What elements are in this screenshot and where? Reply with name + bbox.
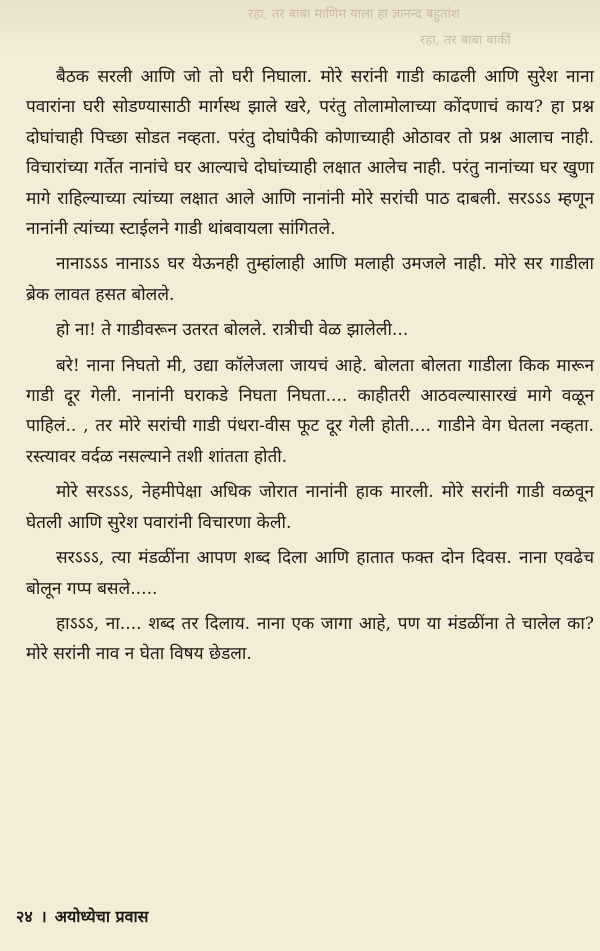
show-through-line: रहा, तर बाबा बाकीं bbox=[420, 33, 511, 48]
footer-separator: । bbox=[40, 907, 47, 926]
page-body bbox=[26, 62, 594, 675]
show-through-line: रहा, तर बाबा माणिम याला हा ज्ञानन्द बहुतांश bbox=[248, 7, 460, 22]
paragraph: हो ना! ते गाडीवरून उतरत बोलले. रात्रीची वेळ झालेली... bbox=[56, 320, 409, 341]
paragraph: बरे! नाना निघतो मी, उद्या कॉलेजला जायचं आहे. बोलता बोलता गाडीला किक मारून गाडी दूर गेली. नानांनी घराकडे निघता निघता.... काहीतरी आठवल्यासारखं मागे वळून पाहिलं.. , तर मोरे सरांची गाडी पंधरा-वीस फूट दूर गेली होती.... गाडीने वेग घेतला नव्हता. रस्त्यावर वर्दळ नसल्याने तशी शांतता होती. bbox=[26, 355, 594, 467]
book-title: अयोध्येचा प्रवास bbox=[54, 907, 149, 926]
page-footer bbox=[16, 905, 149, 927]
page-number: २४ bbox=[16, 907, 33, 926]
show-through-text-area bbox=[0, 0, 600, 56]
paragraph: हाऽऽऽ, ना.... शब्द तर दिलाय. नाना एक जागा आहे, पण या मंडळींना ते चालेल का? मोरे सरांनी नाव न घेता विषय छेडला. bbox=[26, 613, 594, 665]
paragraph: बैठक सरली आणि जो तो घरी निघाला. मोरे सरांनी गाडी काढली आणि सुरेश नाना पवारांना घरी सोडण्यासाठी मार्गस्थ झाले खरे, परंतु तोलामोलाच्या कोंदणाचं काय? हा प्रश्न दोघांचाही पिच्छा सोडत नव्हता. परंतु दोघांपैकी कोणाच्याही ओठावर तो प्रश्न आलाच नाही. विचारांच्या गर्तेत नानांचे घर आल्याचे दोघांच्याही लक्षात आलेच नाही. परंतु नानांच्या घर खुणा मागे राहिल्याच्या त्यांच्या लक्षात आले आणि नानांनी मोरे सरांची पाठ दाबली. सरऽऽऽ म्हणून नानांनी त्यांच्या स्टाईलने गाडी थांबवायला सांगितले. bbox=[26, 67, 594, 240]
paragraph: मोरे सरऽऽऽ, नेहमीपेक्षा अधिक जोरात नानांनी हाक मारली. मोरे सरांनी गाडी वळवून घेतली आणि सुरेश पवारांनी विचारणा केली. bbox=[26, 482, 594, 533]
paragraph: सरऽऽऽ, त्या मंडळींना आपण शब्द दिला आणि हातात फक्त दोन दिवस. नाना एवढेच बोलून गप्प बसले..... bbox=[26, 548, 594, 599]
paragraph: नानाऽऽऽ नानाऽऽ घर येऊनही तुम्हांलाही आणि मलाही उमजले नाही. मोरे सर गाडीला ब्रेक लावत हसत बोलले. bbox=[26, 254, 594, 305]
